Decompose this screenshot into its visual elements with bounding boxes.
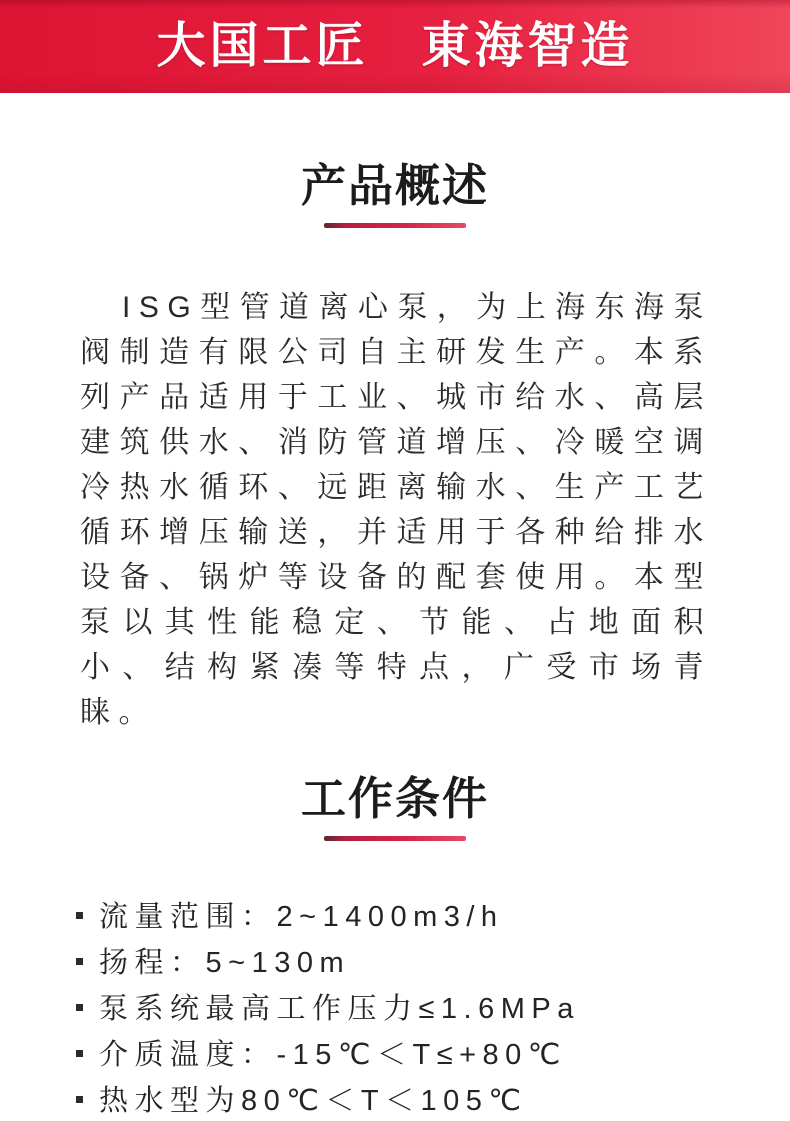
bullet-square-icon [76, 958, 83, 965]
condition-item [76, 983, 790, 1029]
brand-banner [0, 0, 790, 93]
condition-item [76, 937, 790, 983]
condition-text: 热水型为80℃＜T＜105℃ [99, 1084, 528, 1117]
conditions-title-underline [324, 836, 466, 841]
conditions-heading [0, 773, 790, 841]
overview-title-underline [324, 223, 466, 228]
condition-text: 泵系统最高工作压力≤1.6MPa [99, 992, 580, 1025]
condition-text: 介质温度：-15℃＜T≤+80℃ [99, 1038, 567, 1071]
banner-title: 大国工匠 東海智造 [156, 19, 634, 73]
condition-text: 扬程：5~130m [99, 946, 351, 979]
bullet-square-icon [76, 1004, 83, 1011]
bullet-square-icon [76, 1050, 83, 1057]
condition-text: 流量范围：2~1400m3/h [99, 900, 504, 933]
conditions-list [0, 891, 790, 1121]
condition-item [76, 1075, 790, 1121]
working-conditions-section [0, 773, 790, 1121]
bullet-square-icon [76, 1096, 83, 1103]
condition-item [76, 891, 790, 937]
overview-section [0, 160, 790, 735]
condition-item [76, 1029, 790, 1075]
overview-heading [0, 160, 790, 228]
overview-title: 产品概述 [300, 160, 489, 211]
overview-paragraph: ISG型管道离心泵，为上海东海泵阀制造有限公司自主研发生产。本系列产品适用于工业、城市给水、高层建筑供水、消防管道增压、冷暖空调冷热水循环、远距离输水、生产工艺循环增压输送，并适用于各种给排水设备、锅炉等设备的配套使用。本型泵以其性能稳定、节能、占地面积小、结构紧凑等特点，广受市场青睐。 [80, 291, 712, 729]
bullet-square-icon [76, 912, 83, 919]
conditions-title: 工作条件 [300, 773, 489, 824]
